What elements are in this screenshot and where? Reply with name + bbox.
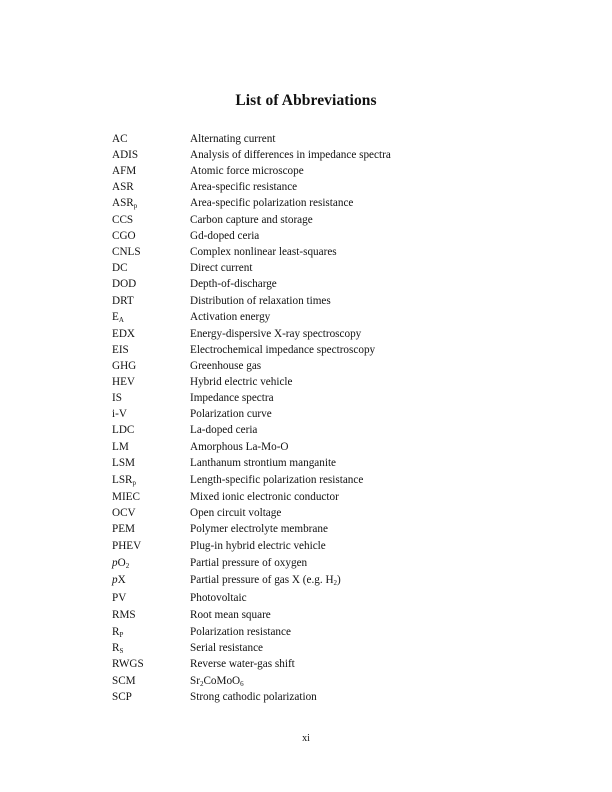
- abbreviation-definition: [190, 590, 247, 606]
- abbreviation-definition: [190, 244, 337, 260]
- abbreviation-definition: [190, 607, 271, 623]
- abbreviation-term: [112, 390, 190, 406]
- abbreviation-term: [112, 422, 190, 438]
- abbreviation-definition: [190, 505, 281, 521]
- definition-text: Polarization resistance: [190, 626, 291, 638]
- abbreviation-term: [112, 590, 190, 606]
- abbreviation-term: [112, 406, 190, 422]
- abbreviation-definition: [190, 212, 313, 228]
- abbreviation-subscript: p: [133, 202, 138, 210]
- abbreviation-definition: [190, 455, 336, 471]
- abbreviation-text: DC: [112, 262, 128, 274]
- definition-text: Analysis of differences in impedance spectra: [190, 149, 391, 161]
- abbreviation-text: IS: [112, 392, 122, 404]
- abbreviation-text: R: [112, 626, 120, 638]
- abbreviation-term: [112, 212, 190, 228]
- abbreviation-term: [112, 455, 190, 471]
- abbreviation-definition: [190, 689, 317, 705]
- abbreviation-term: [112, 179, 190, 195]
- abbreviation-definition: [190, 228, 259, 244]
- abbreviation-subscript: A: [118, 316, 124, 324]
- abbreviation-definition: [190, 572, 341, 588]
- definition-text: Electrochemical impedance spectroscopy: [190, 344, 376, 356]
- definition-subscript: 6: [240, 680, 244, 688]
- abbreviation-text: R: [112, 642, 120, 654]
- definition-text: Area-specific polarization resistance: [190, 197, 354, 209]
- definition-text: Polarization curve: [190, 408, 272, 420]
- abbreviation-term: [112, 521, 190, 537]
- abbreviation-text: EDX: [112, 328, 135, 340]
- definition-tail: CoMoO: [203, 675, 241, 687]
- abbreviation-term: [112, 640, 190, 656]
- abbreviation-definition: [190, 472, 363, 488]
- definition-text: Depth-of-discharge: [190, 278, 277, 290]
- abbreviation-italic-prefix: p: [112, 574, 118, 586]
- definition-text: La-doped ceria: [190, 424, 258, 436]
- abbreviation-definition: [190, 439, 289, 455]
- abbreviation-text: EIS: [112, 344, 129, 356]
- abbreviation-text: X: [117, 574, 126, 586]
- abbreviation-term: [112, 358, 190, 374]
- abbreviation-definition: [190, 147, 391, 163]
- definition-text: Strong cathodic polarization: [190, 691, 317, 703]
- abbreviation-definition: [190, 179, 297, 195]
- definition-text: Photovoltaic: [190, 592, 247, 604]
- definition-subscript: 2: [199, 680, 204, 688]
- definition-text: Distribution of relaxation times: [190, 295, 331, 307]
- definition-text: Alternating current: [190, 133, 276, 145]
- abbreviation-text: i-V: [112, 408, 127, 420]
- definition-text: Complex nonlinear least-squares: [190, 246, 337, 258]
- abbreviation-term: [112, 342, 190, 358]
- abbreviation-term: [112, 228, 190, 244]
- definition-text: Partial pressure of gas X (e.g. H: [190, 574, 334, 586]
- abbreviation-term: [112, 572, 190, 588]
- abbreviation-text: LSR: [112, 474, 133, 486]
- definition-text: Carbon capture and storage: [190, 214, 313, 226]
- abbreviation-definition: [190, 390, 274, 406]
- abbreviation-term: [112, 374, 190, 390]
- definition-text: Mixed ionic electronic conductor: [190, 491, 339, 503]
- abbreviation-text: ASR: [112, 181, 134, 193]
- abbreviation-term: [112, 624, 190, 640]
- abbreviation-subscript: 2: [125, 562, 130, 570]
- abbreviation-text: CNLS: [112, 246, 141, 258]
- abbreviation-definition: [190, 131, 275, 147]
- abbreviation-definition: [190, 293, 331, 309]
- abbreviation-definition: [190, 406, 272, 422]
- definition-text: Open circuit voltage: [190, 507, 282, 519]
- definition-subscript: 2: [333, 579, 338, 587]
- abbreviation-text: CGO: [112, 230, 136, 242]
- abbreviation-definition: [190, 358, 261, 374]
- abbreviation-text: PV: [112, 592, 127, 604]
- definition-text: Length-specific polarization resistance: [190, 474, 364, 486]
- abbreviation-definition: [190, 640, 263, 656]
- abbreviation-term: [112, 538, 190, 554]
- abbreviation-term: [112, 131, 190, 147]
- abbreviation-text: SCP: [112, 691, 132, 703]
- page-title: List of Abbreviations: [235, 92, 377, 109]
- definition-text: Hybrid electric vehicle: [190, 376, 293, 388]
- abbreviation-text: AC: [112, 133, 128, 145]
- abbreviation-text: ASR: [112, 197, 134, 209]
- abbreviation-text: LM: [112, 441, 129, 453]
- abbreviation-term: [112, 276, 190, 292]
- abbreviation-text: O: [117, 557, 126, 569]
- abbreviation-term: [112, 163, 190, 179]
- abbreviation-text: LDC: [112, 424, 135, 436]
- abbreviation-italic-prefix: p: [112, 557, 118, 569]
- abbreviation-term: [112, 673, 190, 689]
- abbreviation-text: E: [112, 311, 119, 323]
- abbreviation-text: LSM: [112, 457, 136, 469]
- abbreviation-text: HEV: [112, 376, 135, 388]
- abbreviation-term: [112, 195, 190, 211]
- abbreviation-definition: [190, 538, 326, 554]
- definition-text: Impedance spectra: [190, 392, 274, 404]
- definition-text: Atomic force microscope: [190, 165, 304, 177]
- definition-text: Activation energy: [190, 311, 271, 323]
- abbreviation-definition: [190, 422, 257, 438]
- abbreviation-text: RWGS: [112, 658, 144, 670]
- abbreviation-text: ADIS: [112, 149, 139, 161]
- abbreviation-term: [112, 293, 190, 309]
- abbreviation-text: SCM: [112, 675, 136, 687]
- abbreviation-term: [112, 260, 190, 276]
- definition-text: Sr: [190, 675, 200, 687]
- definition-text: Lanthanum strontium manganite: [190, 457, 337, 469]
- abbreviation-definition: [190, 521, 328, 537]
- abbreviation-text: DRT: [112, 295, 134, 307]
- abbreviation-definition: [190, 260, 252, 276]
- abbreviation-text: OCV: [112, 507, 136, 519]
- definition-text: Amorphous La-Mo-O: [190, 441, 289, 453]
- abbreviation-term: [112, 656, 190, 672]
- definition-text: Energy-dispersive X-ray spectroscopy: [190, 328, 362, 340]
- definition-text: Plug-in hybrid electric vehicle: [190, 540, 326, 552]
- abbreviation-definition: [190, 342, 375, 358]
- abbreviation-term: [112, 489, 190, 505]
- definition-text: Area-specific resistance: [190, 181, 298, 193]
- abbreviation-definition: [190, 624, 291, 640]
- abbreviation-term: [112, 147, 190, 163]
- definition-text: Gd-doped ceria: [190, 230, 260, 242]
- abbreviation-definition: [190, 555, 307, 571]
- definition-text: Partial pressure of oxygen: [190, 557, 308, 569]
- definition-text: Root mean square: [190, 609, 271, 621]
- abbreviation-term: [112, 689, 190, 705]
- abbreviation-definition: [190, 195, 353, 211]
- abbreviation-text: PEM: [112, 523, 136, 535]
- abbreviation-text: DOD: [112, 278, 137, 290]
- abbreviation-text: CCS: [112, 214, 134, 226]
- abbreviation-term: [112, 472, 190, 488]
- definition-tail: ): [337, 574, 341, 586]
- abbreviation-subscript: p: [132, 479, 137, 487]
- abbreviation-term: [112, 505, 190, 521]
- abbreviation-definition: [190, 656, 295, 672]
- abbreviation-text: GHG: [112, 360, 137, 372]
- abbreviation-term: [112, 244, 190, 260]
- abbreviation-term: [112, 439, 190, 455]
- abbreviation-definition: [190, 326, 361, 342]
- abbreviation-term: [112, 607, 190, 623]
- definition-text: Polymer electrolyte membrane: [190, 523, 328, 535]
- abbreviation-definition: [190, 309, 270, 325]
- abbreviation-definition: [190, 276, 277, 292]
- definition-text: Direct current: [190, 262, 253, 274]
- definition-text: Reverse water-gas shift: [190, 658, 295, 670]
- abbreviation-definition: [190, 374, 293, 390]
- definition-text: Serial resistance: [190, 642, 263, 654]
- abbreviation-subscript: S: [119, 647, 124, 655]
- abbreviation-definition: [190, 673, 244, 689]
- abbreviation-definition: [190, 163, 304, 179]
- abbreviation-text: AFM: [112, 165, 137, 177]
- abbreviation-term: [112, 555, 190, 571]
- definition-text: Greenhouse gas: [190, 360, 262, 372]
- abbreviation-definition: [190, 489, 339, 505]
- abbreviation-text: MIEC: [112, 491, 140, 503]
- abbreviation-subscript: P: [119, 631, 124, 639]
- abbreviation-text: RMS: [112, 609, 136, 621]
- abbreviation-term: [112, 326, 190, 342]
- page-number: xi: [302, 733, 310, 744]
- abbreviation-text: PHEV: [112, 540, 142, 552]
- abbreviation-term: [112, 309, 190, 325]
